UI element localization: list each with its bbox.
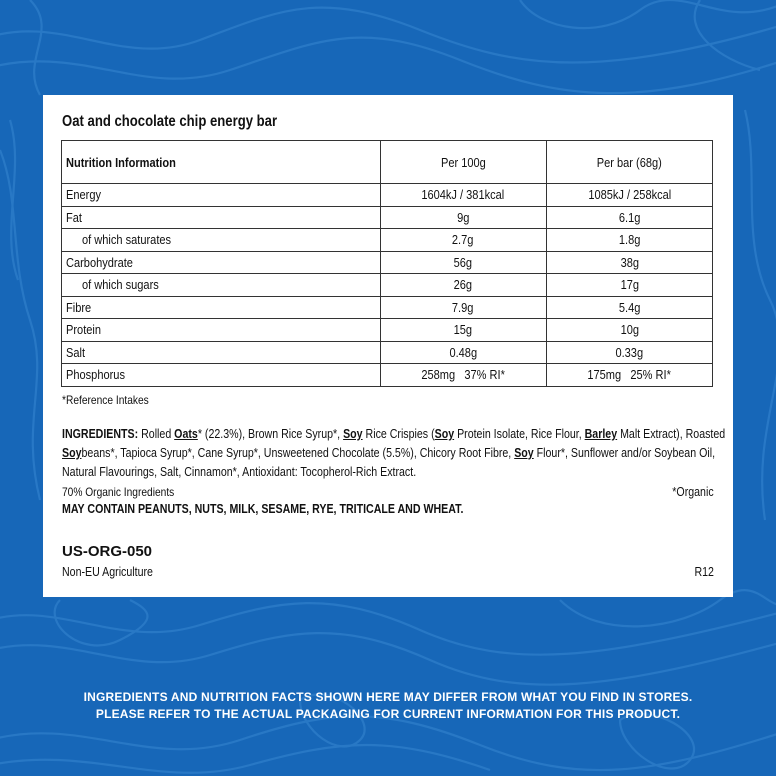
header-nutrition-information: Nutrition Information — [66, 154, 176, 170]
allergen-ingredient: Soy — [514, 446, 534, 460]
value-per-100g: 15g — [453, 322, 473, 338]
allergen-ingredient: Soy — [62, 446, 82, 460]
organic-footnote: *Organic — [672, 485, 714, 499]
nutrient-name: of which saturates — [82, 232, 172, 248]
value-per-bar: 17g — [620, 277, 639, 293]
value-per-bar: 10g — [620, 322, 639, 338]
disclaimer-line-1: INGREDIENTS AND NUTRITION FACTS SHOWN HERE MAY DIFFER FROM WHAT YOU FIND IN STORES. — [83, 690, 693, 704]
product-title: Oat and chocolate chip energy bar — [62, 113, 278, 130]
nutrient-name: Phosphorus — [66, 367, 125, 383]
allergen-ingredient: Oats — [174, 427, 198, 441]
value-per-bar: 1085kJ / 258kcal — [587, 187, 671, 203]
table-row — [62, 251, 713, 274]
ingredient-text: Malt Extract), Roasted — [617, 427, 726, 441]
nutrition-card — [43, 95, 733, 597]
table-row — [62, 341, 713, 364]
value-per-100g: 0.48g — [449, 344, 477, 360]
nutrient-name: Energy — [66, 187, 102, 203]
ingredient-text: Protein Isolate, Rice Flour, — [454, 427, 585, 441]
nutrient-name: of which sugars — [82, 277, 159, 293]
value-per-bar: 175mg 25% RI* — [587, 367, 672, 383]
value-per-100g: 56g — [453, 254, 473, 270]
nutrient-name: Carbohydrate — [66, 254, 133, 270]
value-per-100g: 1604kJ / 381kcal — [421, 187, 505, 203]
table-header-row — [62, 141, 713, 184]
nutrition-table — [61, 140, 713, 387]
table-row — [62, 206, 713, 229]
value-per-bar: 38g — [620, 254, 639, 270]
header-per-100g: Per 100g — [440, 154, 486, 170]
disclaimer — [0, 689, 776, 723]
value-per-bar: 0.33g — [615, 344, 644, 360]
value-per-100g: 26g — [453, 277, 473, 293]
disclaimer-line-2: PLEASE REFER TO THE ACTUAL PACKAGING FOR CURRENT INFORMATION FOR THIS PRODUCT. — [95, 707, 681, 721]
ingredient-text: Flour*, Sunflower and/or Soybean Oil, Natural Flavourings, Salt, Cinnamon*, Antioxidant: Tocopherol-Rich Extract. — [62, 446, 716, 479]
nutrient-name: Protein — [66, 322, 102, 338]
agriculture-origin: Non-EU Agriculture — [62, 565, 153, 579]
value-per-100g: 7.9g — [452, 299, 474, 315]
value-per-bar: 5.4g — [618, 299, 641, 315]
table-row — [62, 229, 713, 252]
table-row — [62, 184, 713, 207]
ingredient-text: * (22.3%), Brown Rice Syrup*, — [197, 427, 344, 441]
value-per-bar: 6.1g — [618, 209, 641, 225]
header-per-bar: Per bar (68g) — [596, 154, 662, 170]
ingredient-text: Rolled — [138, 427, 175, 441]
allergen-ingredient: Soy — [343, 427, 363, 441]
value-per-100g: 9g — [456, 209, 470, 225]
table-row — [62, 296, 713, 319]
ingredients-text — [62, 425, 732, 482]
allergen-warning: MAY CONTAIN PEANUTS, NUTS, MILK, SESAME, RYE, TRITICALE AND WHEAT. — [62, 502, 464, 516]
organic-percentage: 70% Organic Ingredients — [62, 485, 175, 499]
certification-code: US-ORG-050 — [62, 543, 153, 560]
ingredient-text: Rice Crispies ( — [362, 427, 435, 441]
table-row — [62, 319, 713, 342]
value-per-100g: 258mg 37% RI* — [421, 367, 505, 383]
ingredient-text: beans*, Tapioca Syrup*, Cane Syrup*, Unsweetened Chocolate (5.5%), Chicory Root Fibre, — [81, 446, 515, 460]
value-per-bar: 1.8g — [618, 232, 641, 248]
table-row — [62, 364, 713, 387]
revision-code: R12 — [694, 565, 714, 579]
allergen-ingredient: Soy — [434, 427, 455, 441]
nutrient-name: Salt — [66, 344, 86, 360]
table-row — [62, 274, 713, 297]
nutrient-name: Fat — [66, 209, 82, 225]
reference-intakes-note: *Reference Intakes — [62, 393, 149, 407]
allergen-ingredient: Barley — [584, 427, 618, 441]
nutrient-name: Fibre — [66, 299, 92, 315]
ingredients-label: INGREDIENTS: — [62, 427, 139, 441]
value-per-100g: 2.7g — [452, 232, 474, 248]
